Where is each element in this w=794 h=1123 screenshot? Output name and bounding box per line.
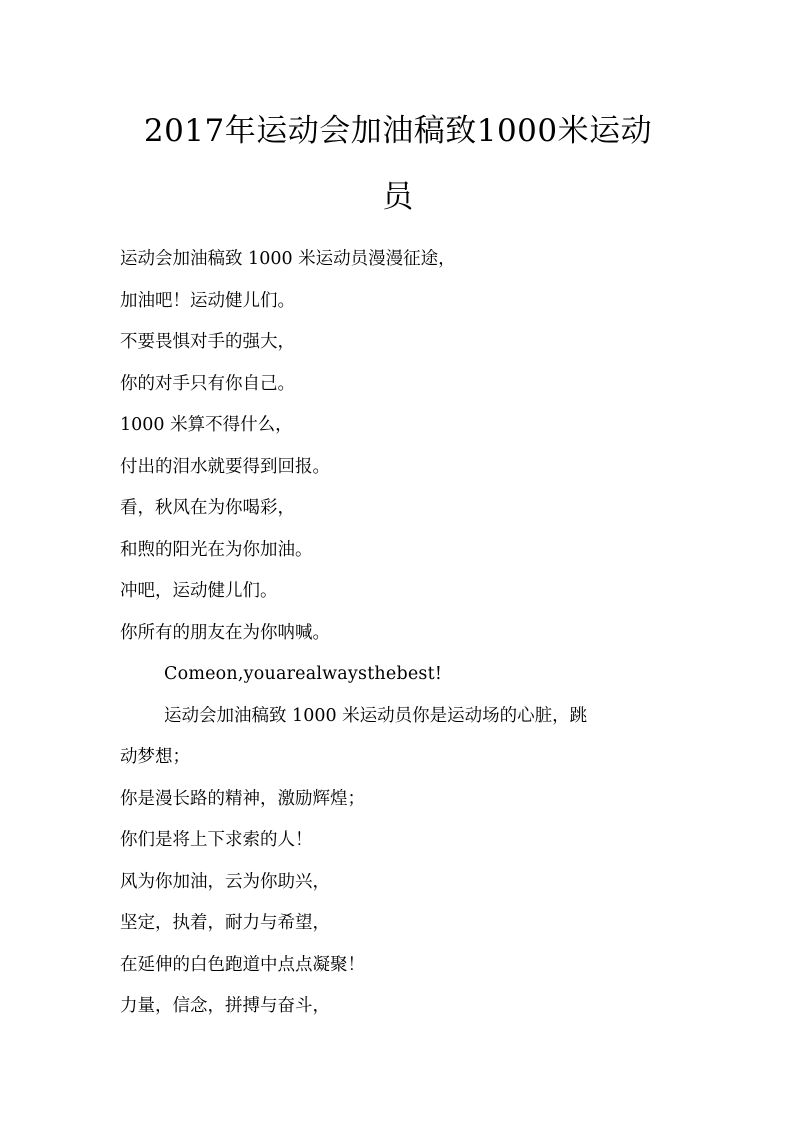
body-line: 不要畏惧对手的强大， — [120, 332, 295, 352]
body-line: 在延伸的白色跑道中点点凝聚！ — [120, 954, 365, 975]
title-line-1: 2017年运动会加油稿致1000米运动 — [143, 113, 653, 149]
body-line: 1000 米算不得什么， — [120, 415, 293, 435]
body-line: 冲吧，运动健儿们。 — [120, 581, 278, 601]
body-line: 动梦想； — [120, 747, 190, 767]
body-line-english: Comeon,youarealwaysthebest! — [164, 664, 443, 684]
body-line: 力量，信念，拼搏与奋斗， — [120, 996, 330, 1016]
body-line: 运动会加油稿致 1000 米运动员漫漫征途， — [120, 249, 456, 269]
document-title — [118, 98, 678, 230]
body-line: 风为你加油，云为你助兴， — [120, 871, 330, 892]
body-line: 坚定，执着，耐力与希望， — [120, 913, 330, 933]
body-line: 加油吧！运动健儿们。 — [120, 290, 295, 311]
body-line: 你是漫长路的精神，激励辉煌； — [120, 788, 365, 809]
body-line: 你们是将上下求索的人！ — [120, 830, 313, 850]
body-line: 你的对手只有你自己。 — [120, 373, 295, 394]
body-line: 和煦的阳光在为你加油。 — [120, 539, 313, 560]
title-line-2: 员 — [382, 179, 414, 215]
document-body — [120, 239, 680, 1028]
body-line: 看，秋风在为你喝彩， — [120, 498, 295, 518]
body-line: 你所有的朋友在为你呐喊。 — [120, 622, 330, 643]
body-line-indented: 运动会加油稿致 1000 米运动员你是运动场的心脏，跳 — [164, 705, 588, 726]
body-line: 付出的泪水就要得到回报。 — [120, 456, 330, 477]
